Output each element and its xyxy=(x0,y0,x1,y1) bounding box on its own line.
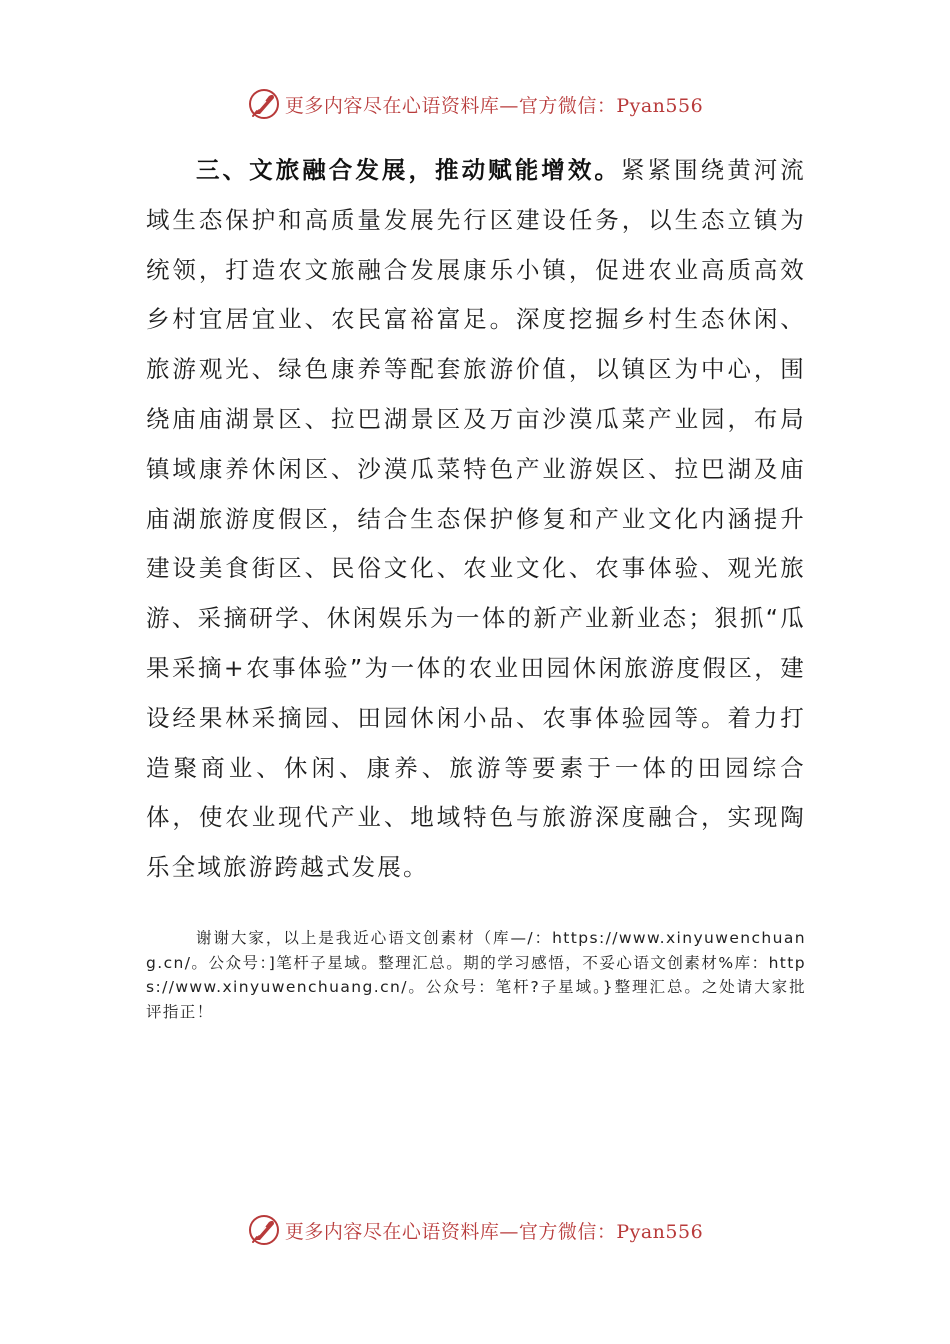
watermark-text: 更多内容尽在心语资料库—官方微信：Pyan556 xyxy=(284,1220,704,1243)
quill-pen-icon xyxy=(247,1213,281,1247)
section-heading: 三、文旅融合发展，推动赋能增效。 xyxy=(196,156,621,184)
header-watermark xyxy=(0,84,950,124)
footer-watermark xyxy=(0,1210,950,1250)
closing-note: 谢谢大家，以上是我近心语文创素材（库—/：https://www.xinyuwenchuang.cn/。公众号：]笔杆子星域。整理汇总。期的学习感悟，不妥心语文创素材%库：https://www.xinyuwenchuang.cn/。公众号：笔杆?子星域。}整理汇总。之处请大家批评指正！ xyxy=(146,929,806,1021)
main-paragraph xyxy=(146,146,806,893)
watermark-text: 更多内容尽在心语资料库—官方微信：Pyan556 xyxy=(284,94,704,117)
paragraph-body: 紧紧围绕黄河流域生态保护和高质量发展先行区建设任务，以生态立镇为统领，打造农文旅融合发展康乐小镇，促进农业高质高效乡村宜居宜业、农民富裕富足。深度挖掘乡村生态休闲、旅游观光、绿色康养等配套旅游价值，以镇区为中心，围绕庙庙湖景区、拉巴湖景区及万亩沙漠瓜菜产业园，布局镇域康养休闲区、沙漠瓜菜特色产业游娱区、拉巴湖及庙庙湖旅游度假区，结合生态保护修复和产业文化内涵提升建设美食街区、民俗文化、农业文化、农事体验、观光旅游、采摘研学、休闲娱乐为一体的新产业新业态；狠抓“瓜果采摘+农事体验”为一体的农业田园休闲旅游度假区，建设经果林采摘园、田园休闲小品、农事体验园等。着力打造聚商业、休闲、康养、旅游等要素于一体的田园综合体，使农业现代产业、地域特色与旅游深度融合，实现陶乐全域旅游跨越式发展。 xyxy=(146,156,807,882)
quill-pen-icon xyxy=(247,87,281,121)
